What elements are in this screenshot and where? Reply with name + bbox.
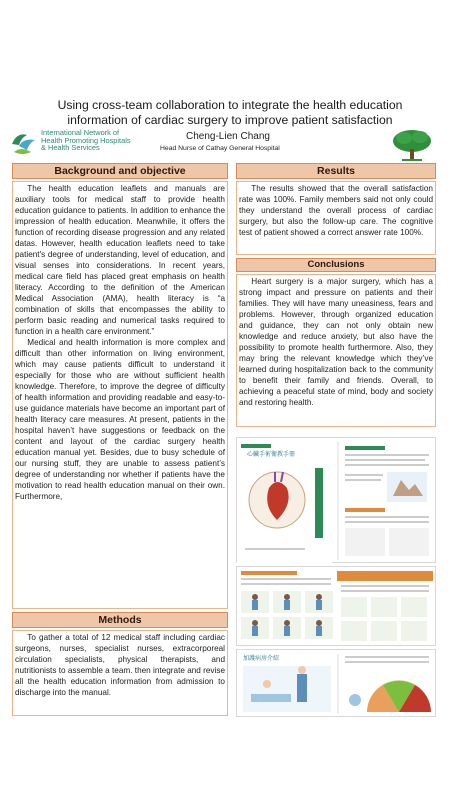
section-heading-background: Background and objective (12, 163, 228, 179)
manual-icu-illustration (237, 650, 437, 718)
background-paragraph-2: Medical and health information is more complex and difficult than other information on living environment, which may cause patients difficult to understand it especially for those who are without sufficient health knowledge. Therefore, to improve the degree of difficulty of health information and providing readable and easy-to-use guidance materials have become an important part of health literacy care measures. At present, patients in the hospital haven’t have suggestions or feedback on the content and layout of the cardiac surgery health education manual yet. Besides, due to busy schedule of our nursing stuff, they are unable to assess patient’s degree of understanding nor whether if patients have the motivation to read health education manual on their own. Furthermore, (15, 338, 225, 501)
section-heading-conclusions: Conclusions (236, 258, 436, 272)
manual-icu-spread (236, 649, 436, 717)
background-text (15, 183, 225, 502)
icu-intro-title: 加護病房介紹 (243, 655, 280, 662)
manual-cover-title: 心臟手術衛教手冊 (247, 451, 296, 458)
results-paragraph-1: The results showed that the overall satisfaction rate was 100%. Family members said not only could they understand the overall process of cardiac surgery, but also the follow-up care. The cognitive test of patient showed a correct answer rate 100%. (239, 184, 433, 237)
hph-network-logo (9, 128, 159, 160)
manual-exercise-illustration (237, 567, 437, 647)
background-paragraph-1: The health education leaflets and manuals are auxiliary tools for medical staff to provide health education guidance to patients. In addition to enhance the impression of health education. Meanwhile, it offers the function of recording disease progression and any related datas. However, health education leaflets need to take patient's degree of understanding, level of education, and visual senses into considerations. In recent years, medical care field has placed great emphasis on health literacy. According to the definition of the American Medical Association (AMA), health literacy is “a combination of skills that encompasses the ability to perform basic reading and numerical tasks required to function in a health care environment.” (15, 184, 225, 336)
poster-title: Using cross-team collaboration to integrate the health education information of cardiac surgery to improve patient satisfaction (57, 98, 403, 127)
hph-emblem-icon (9, 130, 41, 158)
manual-cover-spread (236, 437, 436, 563)
methods-paragraph-1: To gather a total of 12 medical staff including cardiac surgeons, nurses, specialist nurses, extracorporeal circulation specialists, physical therapists, and nutritionists to assemble a team. then integrate and revise all the health education information from admission to discharge into the manual. (15, 633, 225, 697)
author-affiliation: Head Nurse of Cathay General Hospital (160, 145, 280, 152)
conclusions-paragraph-1: Heart surgery is a major surgery, which has a strong impact and pressure on patients and their families. They will have many uneasiness, fears and problems. However, through organized education and guidance, they can not only obtain new knowledge and reduce anxiety, but also have the possibility to promote health furthermore. Also, they may bring the relevant knowledge which they’ve learned during hospitalization back to the community to benefit their family and friends. Overall, to achieving a peaceful state of mind, body and society and restoring health. (239, 277, 433, 407)
conclusions-text (239, 276, 433, 408)
logo-text: International Network of Health Promoting Hospitals & Health Services (41, 128, 131, 153)
manual-cover-illustration (237, 438, 437, 564)
methods-text (15, 632, 225, 698)
tree-logo-icon (390, 128, 434, 162)
author-name: Cheng-Lien Chang (186, 131, 270, 142)
section-heading-results: Results (236, 163, 436, 179)
section-heading-methods: Methods (12, 612, 228, 628)
manual-exercise-spread (236, 566, 436, 646)
results-text (239, 183, 433, 238)
